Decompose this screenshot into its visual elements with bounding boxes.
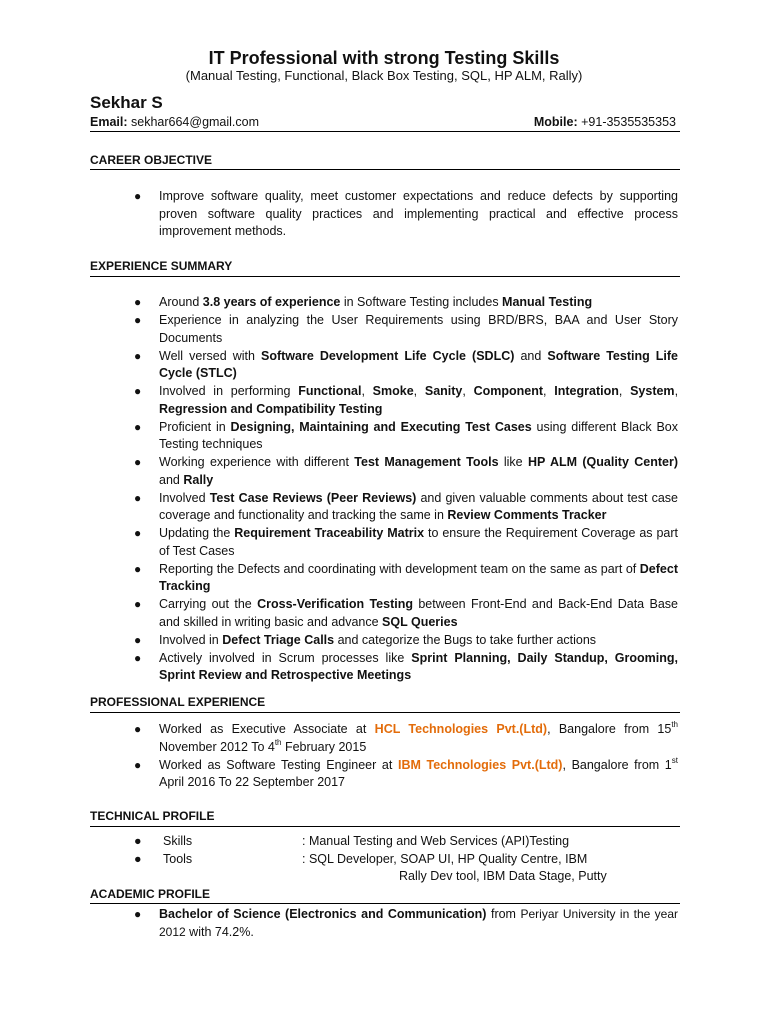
experience-summary-item: [90, 490, 678, 525]
academic-item-text: Bachelor of Science (Electronics and Communication): [159, 907, 487, 921]
bullet-icon: ●: [134, 384, 142, 398]
experience-summary-item-text: Sprint Planning, Daily Standup, Grooming, Sprint Review and Retrospective Meetings: [159, 650, 678, 682]
bullet-icon: ●: [134, 455, 142, 469]
academic-item-text: Periyar University in the year 2012: [159, 907, 679, 939]
tools-label: Tools: [163, 852, 193, 866]
experience-summary-item-text: Working experience with different: [159, 455, 355, 469]
experience-summary-item-text: Functional: [298, 384, 362, 398]
academic-list: [90, 906, 678, 942]
experience-summary-item-text: Defect Tracking: [159, 561, 678, 593]
bullet-icon: ●: [134, 561, 142, 576]
bullet-icon: ●: [134, 189, 142, 203]
section-heading-experience-summary: EXPERIENCE SUMMARY: [90, 259, 233, 273]
professional-experience-item: [90, 757, 678, 792]
academic-profile-divider: [90, 903, 680, 904]
academic-item-text: with 74.2%.: [185, 924, 254, 939]
experience-summary-item: [90, 294, 678, 312]
experience-summary-item-text: Proficient in: [159, 419, 231, 434]
bullet-icon: ●: [134, 834, 142, 848]
career-list: [90, 188, 678, 241]
experience-summary-item-text: Around: [159, 295, 203, 309]
email-label: Email:: [90, 115, 128, 129]
experience-summary-item-text: Carrying out the: [159, 597, 258, 611]
experience-summary-item-text: Updating the: [159, 526, 235, 540]
bullet-icon: ●: [134, 526, 142, 540]
experience-summary-item: [90, 596, 678, 631]
professional-experience-item-text: February 2015: [281, 739, 367, 754]
experience-summary-item-text: ,: [543, 384, 555, 398]
experience-summary-item-text: Involved in performing: [159, 384, 299, 398]
experience-summary-item-text: HP ALM (Quality Center): [527, 455, 678, 469]
experience-summary-item-text: Cross-Verification Testing: [257, 597, 413, 611]
tools-value-continued: Rally Dev tool, IBM Data Stage, Putty: [399, 869, 607, 883]
experience-summary-item-text: and: [514, 348, 548, 363]
experience-summary-item-text: in Software Testing includes: [340, 295, 503, 309]
bullet-icon: ●: [134, 650, 142, 665]
experience-summary-item: [90, 383, 678, 418]
professional-experience-item-text: April 2016 To 22 September 2017: [159, 775, 346, 789]
experience-summary-item-text: Experience in analyzing the User Requirements using BRD/BRS, BAA and User Story Documents: [159, 313, 678, 345]
professional-experience-item-text: , Bangalore from 15: [547, 722, 672, 736]
experience-summary-item-text: Component: [473, 384, 544, 398]
experience-summary-item-text: ,: [674, 384, 679, 398]
experience-summary-item-text: ,: [413, 384, 425, 398]
career-text: Improve software quality, meet customer expectations and reduce defects by supporting proven software quality practices and implementing practical and effective process improvement methods.: [159, 189, 678, 238]
experience-summary-divider: [90, 276, 680, 277]
bullet-icon: ●: [134, 419, 142, 434]
bullet-icon: ●: [134, 757, 142, 772]
professional-experience-item-text: Worked as Software Testing Engineer at: [159, 757, 398, 772]
experience-summary-item-text: Sanity: [424, 384, 463, 398]
section-heading-professional-experience: PROFESSIONAL EXPERIENCE: [90, 695, 266, 709]
bullet-icon: ●: [134, 348, 142, 363]
experience-summary-item-text: Manual Testing: [502, 295, 593, 309]
experience-summary-item-text: Test Case Reviews (Peer Reviews): [209, 490, 417, 505]
experience-summary-item-text: Review Comments Tracker: [447, 508, 607, 522]
experience-summary-item: [90, 312, 678, 347]
experience-summary-item-text: Designing, Maintaining and Executing Test Cases: [230, 419, 532, 434]
experience-summary-item-text: SQL Queries: [382, 614, 458, 629]
bullet-icon: ●: [134, 907, 142, 921]
experience-summary-item-text: Involved in: [159, 632, 223, 647]
experience-summary-item-text: 3.8 years of experience: [202, 295, 341, 309]
experience-summary-item: [90, 525, 678, 560]
experience-summary-item-text: Requirement Traceability Matrix: [234, 526, 425, 540]
mobile-label: Mobile:: [533, 115, 578, 129]
experience-summary-item: [90, 650, 678, 685]
experience-summary-item: [90, 632, 678, 650]
career-item: [90, 188, 678, 241]
professional-experience-item-text: Worked as Executive Associate at: [159, 722, 375, 736]
section-heading-career: CAREER OBJECTIVE: [90, 153, 213, 167]
professional-experience-item-text: , Bangalore from 1: [562, 757, 672, 772]
professional-experience-item-text: November 2012 To 4: [159, 739, 275, 754]
experience-summary-item-text: between Front-End and Back-End Data Base and skilled in writing basic and advance: [159, 597, 678, 629]
experience-summary-item: [90, 419, 678, 454]
experience-summary-item: [90, 561, 678, 596]
bullet-icon: ●: [134, 852, 142, 866]
mobile-value: +91-3535535353: [581, 115, 676, 129]
bullet-icon: ●: [134, 632, 142, 647]
professional-experience-item-text: IBM Technologies Pvt.(Ltd): [397, 757, 563, 772]
professional-experience-item-text: th: [671, 720, 678, 729]
professional-experience-divider: [90, 712, 680, 713]
experience-summary-item-text: Integration: [554, 384, 619, 398]
contact-row: [90, 114, 680, 130]
mobile-block: [534, 114, 676, 130]
experience-summary-item-text: to ensure the Requirement Coverage as part of Test Cases: [159, 526, 679, 558]
experience-summary-item-text: using different Black Box Testing techniques: [159, 419, 678, 451]
email-value: sekhar664@gmail.com: [131, 115, 260, 129]
experience-summary-item-text: Software Development Life Cycle (SDLC): [260, 348, 515, 363]
experience-summary-item-text: ,: [618, 384, 631, 398]
experience-summary-item-text: Smoke: [372, 384, 414, 398]
bullet-icon: ●: [134, 295, 142, 309]
bullet-icon: ●: [134, 597, 142, 611]
professional-experience-item: [90, 721, 678, 756]
experience-summary-item-text: Defect Triage Calls: [222, 632, 335, 647]
bullet-icon: ●: [134, 722, 142, 736]
experience-summary-item-text: Rally: [183, 472, 214, 487]
experience-summary-item-text: Reporting the Defects and coordinating with development team on the same as part of: [159, 561, 640, 576]
header-divider: [90, 131, 680, 132]
tools-value: : SQL Developer, SOAP UI, HP Quality Centre, IBM: [302, 852, 588, 866]
bullet-icon: ●: [134, 490, 142, 505]
experience-summary-list: [90, 294, 678, 685]
experience-summary-item: [90, 348, 678, 383]
candidate-name: Sekhar S: [90, 93, 163, 112]
experience-summary-item-text: Test Management Tools: [354, 455, 499, 469]
academic-item: [90, 906, 678, 941]
experience-summary-item-text: System: [630, 384, 675, 398]
experience-summary-item-text: ,: [462, 384, 474, 398]
experience-summary-item-text: ,: [361, 384, 373, 398]
academic-item-text: from: [486, 907, 521, 921]
experience-summary-item-text: Software Testing Life Cycle (STLC): [159, 348, 679, 380]
experience-summary-item-text: Well versed with: [159, 348, 261, 363]
technical-profile-divider: [90, 826, 680, 827]
experience-summary-item-text: Involved: [159, 490, 210, 505]
experience-summary-item-text: and: [159, 472, 184, 487]
section-heading-technical-profile: TECHNICAL PROFILE: [90, 809, 215, 823]
professional-experience-item-text: th: [274, 737, 282, 747]
resume-subtitle: (Manual Testing, Functional, Black Box Testing, SQL, HP ALM, Rally): [185, 68, 583, 83]
section-heading-academic-profile: ACADEMIC PROFILE: [90, 887, 210, 901]
skills-value: : Manual Testing and Web Services (API)Testing: [302, 834, 570, 848]
bullet-icon: ●: [134, 313, 142, 327]
professional-experience-item-text: HCL Technologies Pvt.(Ltd): [374, 722, 548, 736]
experience-summary-item-text: and given valuable comments about test case coverage and functionality and tracking the same in: [159, 490, 678, 522]
experience-summary-item-text: and categorize the Bugs to take further actions: [334, 632, 597, 647]
experience-summary-item: [90, 454, 678, 489]
resume-title: IT Professional with strong Testing Skills: [208, 48, 560, 68]
experience-summary-item-text: like: [498, 455, 528, 469]
professional-experience-item-text: st: [671, 755, 678, 765]
career-divider: [90, 169, 680, 170]
professional-experience-list: [90, 721, 678, 792]
experience-summary-item-text: Regression and Compatibility Testing: [159, 401, 383, 416]
skills-label: Skills: [163, 834, 193, 848]
experience-summary-item-text: Actively involved in Scrum processes like: [159, 650, 412, 665]
